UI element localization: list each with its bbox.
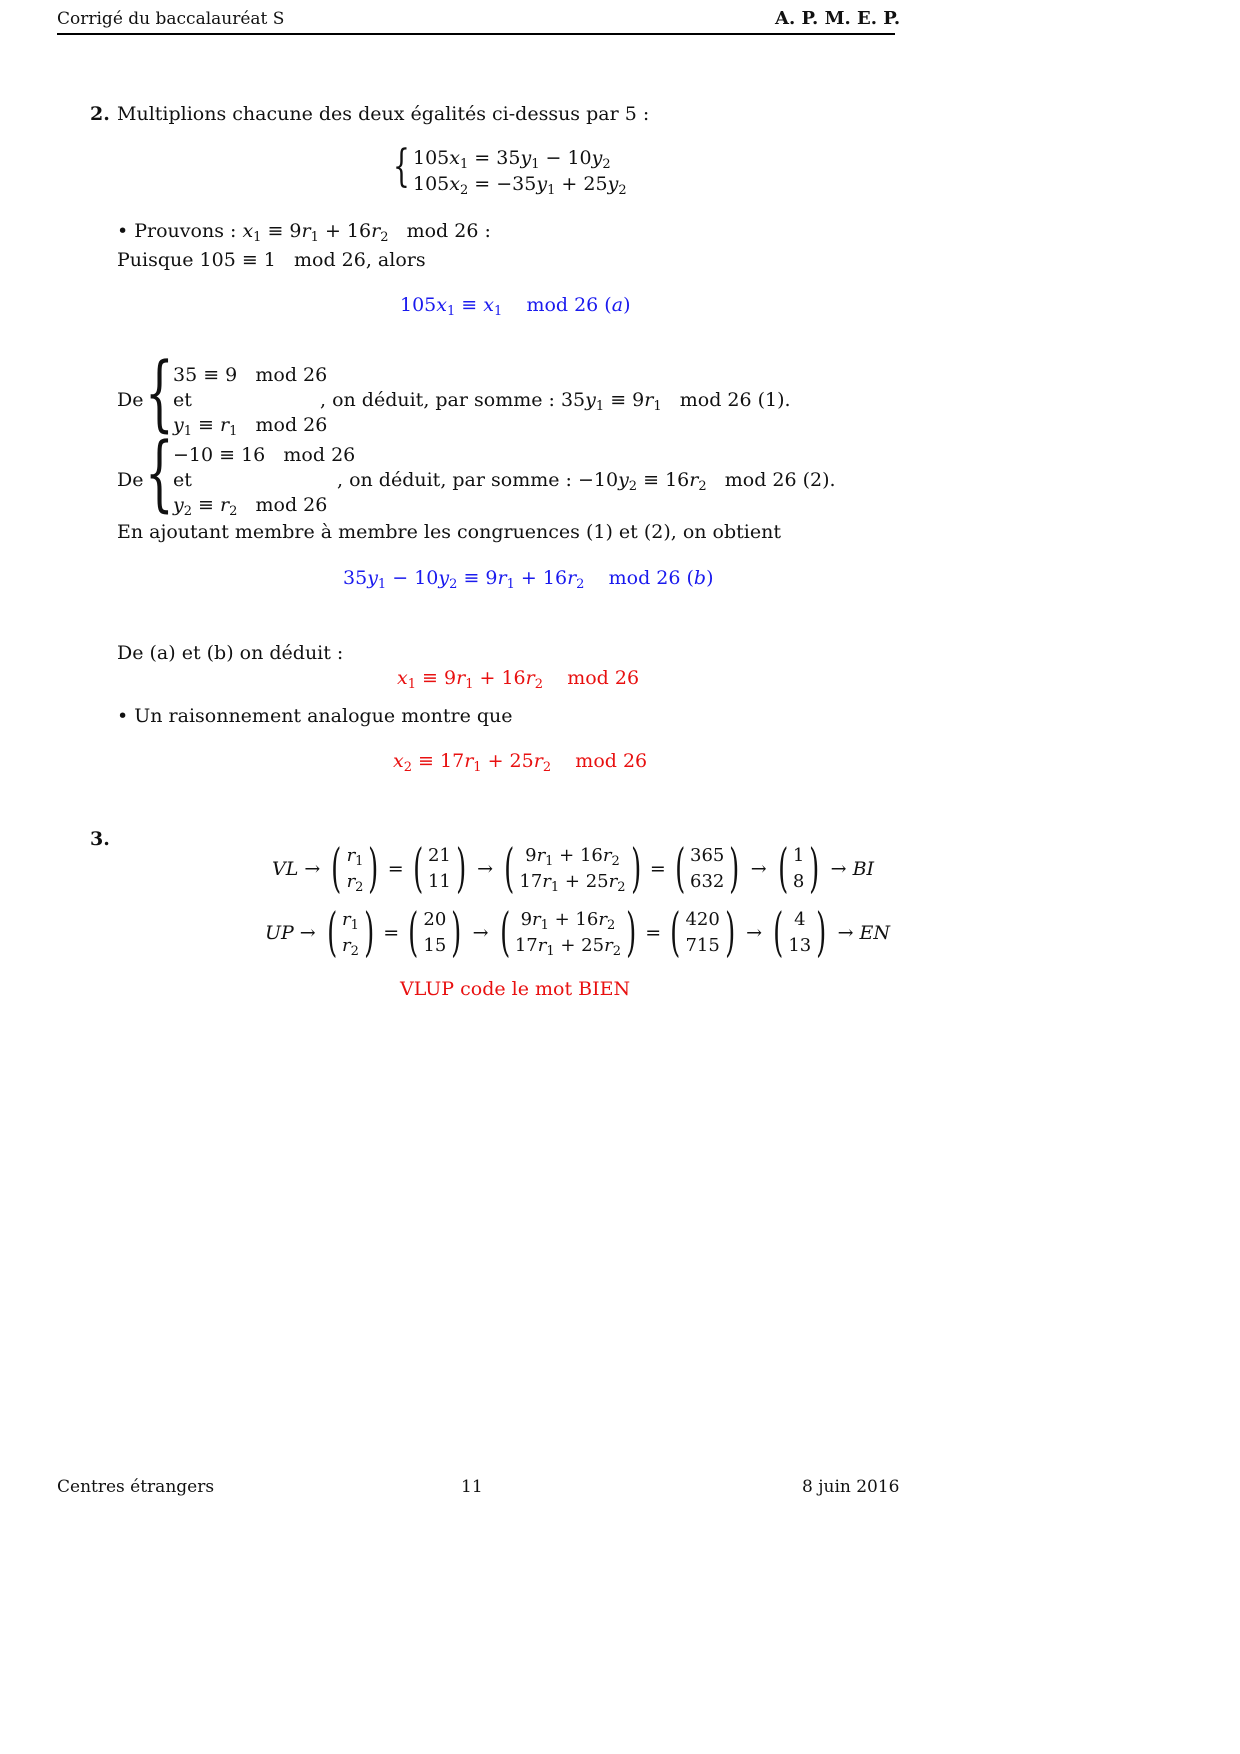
header-left: Corrigé du baccalauréat S [57,9,285,29]
vector-formula: ( $9r_1 + 16r_2$ $17r_1 + 25r_2$ ) [499,903,637,963]
question-2-intro: Multiplions chacune des deux égalités ci-dessus par 5 : [117,103,650,125]
arrow-icon: → [746,922,763,944]
de-ab-line: De (a) et (b) on déduit : [117,642,344,664]
equation-b: $35y_1 - 10y_2 \equiv 9r_1 + 16r_2$ mod 26 (b) [343,567,714,592]
encode-row-1: VL → ( $r_1$ $r_2$ ) = ( 21 11 ) → ( $9r_1 + 16r_2$ $17r_1 + 25r_2$ ) = ( 365 632 ) → ( 1 8 ) → BI [272,839,875,899]
arrow-icon: → [304,858,321,880]
vector-r-values: ( 21 11 ) [412,839,467,899]
system-brace: { [393,141,410,192]
de2-line-3: $y_2 \equiv r_2$ mod 26 [173,494,328,519]
question-3-number: 3. [90,828,110,850]
vector-computed: ( 365 632 ) [674,839,740,899]
footer-left: Centres étrangers [57,1477,215,1497]
conclusion: VLUP code le mot BIEN [400,978,631,1000]
header-rule [57,33,895,35]
question-2-number: 2. [90,103,110,125]
deduit-1: , on déduit, par somme : $35y_1 \equiv 9r_1$ mod 26 (1). [320,389,791,414]
footer-date: 8 juin 2016 [802,1477,900,1497]
row2-left: UP [265,922,294,944]
bullet-analogue: • Un raisonnement analogue montre que [117,705,513,727]
result-x1: $x_1 \equiv 9r_1 + 16r_2$ mod 26 [397,667,640,692]
de1-line-2: et [173,389,192,411]
vector-r: ( $r_1$ $r_2$ ) [331,839,379,899]
vector-mod: ( 1 8 ) [777,839,820,899]
de2-line-2: et [173,469,192,491]
row1-left: VL [272,858,299,880]
arrow-icon: → [477,858,494,880]
de1-line-3: $y_1 \equiv r_1$ mod 26 [173,414,328,439]
ajoutant-line: En ajoutant membre à membre les congruences (1) et (2), on obtient [117,521,781,543]
prouvons-line: • Prouvons : $x_1 \equiv 9r_1 + 16r_2$ mod 26 : [117,220,491,245]
deduit-2: , on déduit, par somme : $-10y_2 \equiv 16r_2$ mod 26 (2). [337,469,836,494]
brace-2: { [145,426,174,521]
row1-right: BI [852,858,875,880]
puisque-line: Puisque 105 ≡ 1 mod 26, alors [117,249,426,271]
vector-computed: ( 420 715 ) [670,903,736,963]
footer-page-number: 11 [461,1477,483,1497]
result-x2: $x_2 \equiv 17r_1 + 25r_2$ mod 26 [393,750,648,775]
arrow-icon: → [750,858,767,880]
de-label-1: De [117,389,144,411]
de2-line-1: −10 ≡ 16 mod 26 [173,444,356,466]
system-line-1: $105x_1 = 35y_1 - 10y_2$ [413,147,611,172]
vector-formula: ( $9r_1 + 16r_2$ $17r_1 + 25r_2$ ) [504,839,641,899]
equation-a: $105x_1 \equiv x_1$ mod 26 (a) [400,294,631,319]
header-right: A. P. M. E. P. [775,8,901,29]
arrow-icon: → [830,858,847,880]
vector-r-values: ( 20 15 ) [408,903,462,963]
vector-mod: ( 4 13 ) [773,903,827,963]
row2-right: EN [859,922,890,944]
de-label-2: De [117,469,144,491]
vector-r: ( $r_1$ $r_2$ ) [326,903,375,963]
encode-row-2: UP → ( $r_1$ $r_2$ ) = ( 20 15 ) → ( $9r_1 + 16r_2$ $17r_1 + 25r_2$ ) = ( 420 715 ) → ( 4 13 ) → EN [265,903,890,963]
arrow-icon: → [472,922,489,944]
brace-1: { [145,346,174,441]
arrow-icon: → [299,922,316,944]
de1-line-1: 35 ≡ 9 mod 26 [173,364,328,386]
system-line-2: $105x_2 = -35y_1 + 25y_2$ [413,173,627,198]
arrow-icon: → [837,922,854,944]
